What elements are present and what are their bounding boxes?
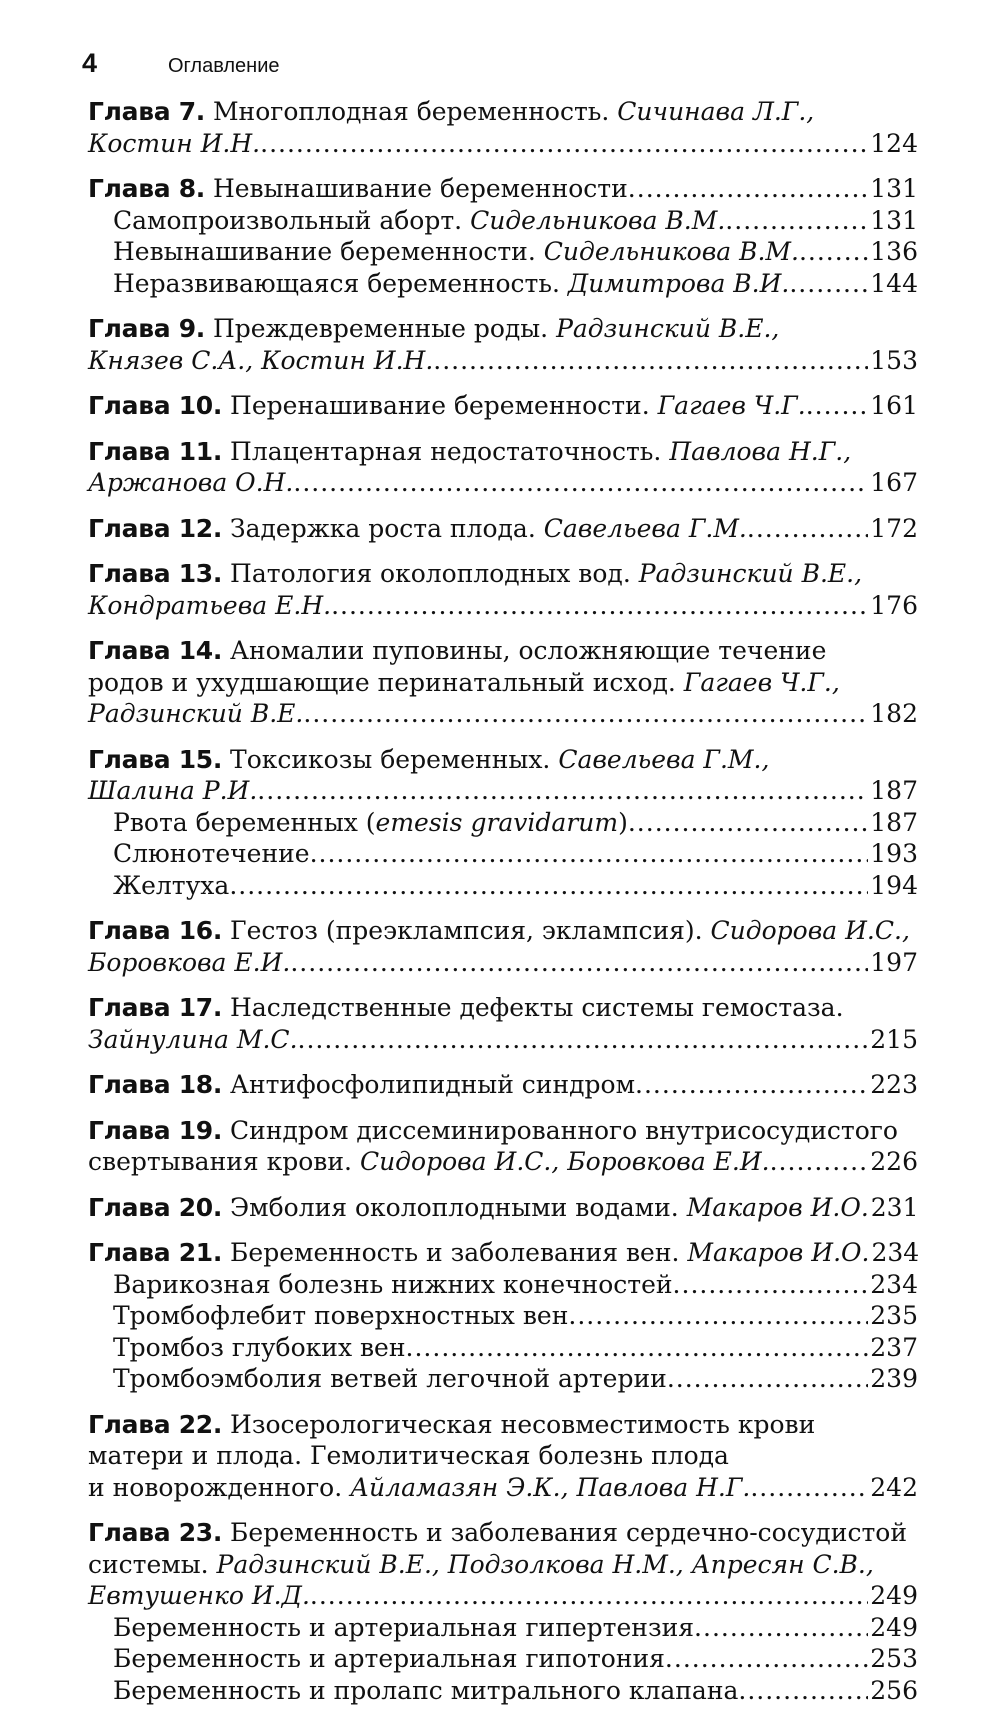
chapter-title: родов и ухудшающие перинатальный исход. — [88, 667, 676, 697]
page-ref[interactable]: 239 — [870, 1364, 918, 1393]
chapter-author: Макаров И.О. — [686, 1192, 869, 1222]
toc-chapter-19 — [88, 1115, 918, 1178]
table-of-contents — [88, 96, 918, 1720]
chapter-author: Костин И.Н. — [88, 128, 261, 158]
page-ref[interactable]: 124 — [870, 128, 918, 158]
dot-leader — [310, 1580, 868, 1612]
chapter-title: Беременность и заболевания сердечно-сосудистой — [230, 1518, 908, 1547]
toc-subsection: Варикозная болезнь нижних конечностей ..... 234 — [88, 1269, 918, 1301]
page-ref[interactable]: 187 — [870, 807, 918, 837]
chapter-label: Глава 15. — [88, 744, 223, 774]
dot-leader — [770, 1146, 869, 1178]
page-ref[interactable]: 256 — [870, 1675, 918, 1705]
chapter-author: Сичинава Л.Г., — [617, 97, 815, 126]
toc-subsection: Самопроизвольный аборт. Сидельникова В.М. ..... 131 — [88, 205, 918, 237]
toc-chapter-10 — [88, 390, 918, 422]
chapter-author: Князев С.А., Костин И.Н. — [88, 345, 434, 375]
toc-chapter-15 — [88, 744, 918, 902]
dot-leader — [725, 205, 868, 237]
page-ref[interactable]: 193 — [870, 839, 918, 868]
chapter-title: Наследственные дефекты системы гемостаза. — [230, 993, 844, 1022]
page-ref[interactable]: 153 — [870, 345, 918, 375]
chapter-title: Токсикозы беременных. — [230, 744, 551, 774]
page-ref[interactable]: 242 — [870, 1472, 918, 1502]
chapter-author: Евтушенко И.Д. — [88, 1581, 310, 1610]
running-title: Оглавление — [168, 55, 280, 77]
chapter-author: Радзинский В.Е. — [88, 699, 304, 728]
page-ref[interactable]: 131 — [870, 174, 918, 203]
page-ref[interactable]: 249 — [870, 1581, 918, 1610]
dot-leader — [433, 345, 868, 377]
dot-leader — [799, 236, 868, 268]
dot-leader — [738, 1675, 868, 1707]
chapter-author: Гагаев Ч.Г. — [657, 391, 806, 420]
toc-chapter-17 — [88, 992, 918, 1055]
chapter-label: Глава 11. — [88, 436, 223, 466]
page-ref[interactable]: 234 — [870, 1269, 918, 1299]
chapter-label: Глава 9. — [88, 314, 205, 343]
toc-chapter-18 — [88, 1069, 918, 1101]
page-ref[interactable]: 215 — [870, 1024, 918, 1054]
chapter-author: Радзинский В.Е., — [556, 314, 780, 343]
toc-subsection: Слюнотечение ..... 193 — [88, 838, 918, 870]
chapter-title: свертывания крови. — [88, 1147, 352, 1176]
chapter-label: Глава 17. — [88, 993, 223, 1022]
page-ref[interactable]: 231 — [870, 1192, 919, 1222]
page-ref[interactable]: 161 — [870, 391, 918, 420]
chapter-title: Синдром диссеминированного внутрисосудистого — [230, 1115, 898, 1145]
dot-leader — [331, 590, 868, 622]
dot-leader — [635, 1069, 868, 1101]
dot-leader — [229, 870, 868, 902]
chapter-title: матери и плода. Гемолитическая болезнь плода — [88, 1441, 729, 1470]
chapter-title: системы. — [88, 1549, 209, 1579]
chapter-title: Эмболия околоплодными водами. — [230, 1192, 679, 1222]
chapter-author: Кондратьева Е.Н. — [88, 590, 332, 620]
toc-chapter-20 — [88, 1192, 918, 1224]
dot-leader — [673, 1269, 869, 1301]
page-ref[interactable]: 187 — [870, 776, 918, 805]
chapter-title: Задержка роста плода. — [230, 513, 536, 543]
dot-leader — [406, 1332, 869, 1364]
toc-subsection: Беременность и артериальная гипертензия ..... 249 — [88, 1612, 918, 1644]
dot-leader — [747, 513, 868, 545]
chapter-author: Айламазян Э.К., Павлова Н.Г. — [350, 1472, 751, 1502]
dot-leader — [628, 173, 868, 205]
toc-chapter-16 — [88, 915, 918, 978]
page-ref[interactable]: 194 — [870, 870, 918, 900]
chapter-title: Патология околоплодных вод. — [230, 559, 631, 588]
page-ref[interactable]: 167 — [870, 468, 918, 497]
page-ref[interactable]: 226 — [870, 1147, 918, 1176]
chapter-label: Глава 13. — [88, 559, 223, 588]
dot-leader — [568, 1300, 868, 1332]
page-ref[interactable]: 253 — [870, 1644, 918, 1673]
page-ref[interactable]: 182 — [870, 699, 918, 728]
page-ref[interactable]: 237 — [870, 1332, 918, 1362]
chapter-title: Аномалии пуповины, осложняющие течение — [230, 636, 827, 665]
toc-subsection: Тромбоэмболия ветвей легочной артерии ..... 239 — [88, 1363, 918, 1395]
toc-chapter-23 — [88, 1517, 918, 1706]
dot-leader — [310, 838, 869, 870]
chapter-title: Плацентарная недостаточность. — [230, 436, 662, 466]
chapter-label: Глава 14. — [88, 636, 223, 665]
page-ref[interactable]: 249 — [870, 1612, 918, 1642]
chapter-title: Многоплодная беременность. — [212, 97, 610, 126]
chapter-label: Глава 12. — [88, 513, 223, 543]
dot-leader — [293, 467, 868, 499]
page-ref[interactable]: 235 — [870, 1301, 918, 1330]
page-ref[interactable]: 144 — [870, 268, 918, 298]
toc-subsection: Тромбоз глубоких вен ..... 237 — [88, 1332, 918, 1364]
dot-leader — [303, 698, 868, 730]
toc-subsection: Тромбофлебит поверхностных вен ..... 235 — [88, 1300, 918, 1332]
toc-subsection: Беременность и пролапс митрального клапана ..... 256 — [88, 1675, 918, 1707]
chapter-author: Савельева Г.М., — [558, 744, 770, 774]
toc-subsection: Рвота беременных (emesis gravidarum) ..... 187 — [88, 807, 918, 839]
chapter-label: Глава 19. — [88, 1115, 223, 1145]
dot-leader — [667, 1363, 868, 1395]
chapter-author: Шалина Р.И. — [88, 776, 258, 805]
chapter-author: Павлова Н.Г., — [669, 436, 852, 466]
page-ref[interactable]: 223 — [870, 1070, 918, 1099]
chapter-author: Сидорова И.С., — [710, 916, 910, 945]
chapter-title: и новорожденного. — [88, 1472, 343, 1502]
toc-chapter-12 — [88, 513, 918, 545]
page-ref[interactable]: 234 — [871, 1238, 920, 1267]
toc-chapter-7 — [88, 96, 918, 159]
chapter-label: Глава 7. — [88, 97, 205, 126]
chapter-label: Глава 18. — [88, 1070, 223, 1099]
chapter-title: Преждевременные роды. — [212, 314, 549, 343]
page-ref[interactable]: 131 — [870, 205, 918, 235]
chapter-label: Глава 21. — [88, 1238, 223, 1267]
dot-leader — [750, 1472, 868, 1504]
toc-chapter-9 — [88, 313, 918, 376]
chapter-title: Изосерологическая несовместимость крови — [230, 1409, 816, 1439]
page-ref[interactable]: 172 — [870, 513, 918, 543]
page-ref[interactable]: 176 — [870, 590, 918, 620]
chapter-label: Глава 22. — [88, 1409, 223, 1439]
chapter-title: Невынашивание беременности — [212, 174, 628, 203]
dot-leader — [694, 1612, 868, 1644]
chapter-author: Зайнулина М.С. — [88, 1024, 298, 1054]
toc-subsection: Желтуха ..... 194 — [88, 870, 918, 902]
toc-chapter-8 — [88, 173, 918, 299]
dot-leader — [789, 268, 868, 300]
dot-leader — [628, 807, 868, 839]
dot-leader — [257, 775, 868, 807]
chapter-author: Радзинский В.Е., Подзолкова Н.М., Апресян С.В., — [216, 1549, 874, 1579]
page-header — [82, 48, 280, 88]
chapter-label: Глава 10. — [88, 391, 223, 420]
page-ref[interactable]: 197 — [870, 947, 918, 977]
dot-leader — [298, 1024, 869, 1056]
page-ref[interactable]: 136 — [870, 237, 918, 266]
chapter-author: Радзинский В.Е., — [638, 559, 863, 588]
chapter-author: Савельева Г.М. — [543, 513, 747, 543]
chapter-title: Беременность и заболевания вен. — [230, 1238, 680, 1267]
page-number: 4 — [82, 48, 98, 78]
chapter-title: Перенашивание беременности. — [230, 391, 650, 420]
dot-leader — [290, 947, 868, 979]
toc-subsection: Беременность и артериальная гипотония ..... 253 — [88, 1643, 918, 1675]
chapter-author: Сидорова И.С., Боровкова Е.И. — [359, 1147, 770, 1176]
chapter-title: Гестоз (преэклампсия, эклампсия). — [230, 916, 703, 945]
dot-leader — [665, 1643, 868, 1675]
toc-subsection: Невынашивание беременности. Сидельникова В.М. ..... 136 — [88, 236, 918, 268]
toc-chapter-22 — [88, 1409, 918, 1504]
chapter-author: Макаров И.О. — [687, 1238, 870, 1267]
toc-chapter-11 — [88, 436, 918, 499]
chapter-author: Боровкова Е.И. — [88, 947, 291, 977]
chapter-label: Глава 8. — [88, 174, 205, 203]
toc-subsection: Неразвивающаяся беременность. Димитрова В.И. ..... 144 — [88, 268, 918, 300]
toc-chapter-13 — [88, 558, 918, 621]
chapter-title: Антифосфолипидный синдром — [230, 1070, 636, 1099]
toc-chapter-14 — [88, 635, 918, 730]
dot-leader — [806, 390, 869, 422]
chapter-author: Аржанова О.Н. — [88, 468, 294, 497]
chapter-label: Глава 16. — [88, 916, 223, 945]
toc-chapter-21 — [88, 1237, 918, 1395]
chapter-label: Глава 20. — [88, 1192, 223, 1222]
dot-leader — [260, 128, 868, 160]
chapter-label: Глава 23. — [88, 1518, 223, 1547]
chapter-author: Гагаев Ч.Г., — [683, 667, 840, 697]
